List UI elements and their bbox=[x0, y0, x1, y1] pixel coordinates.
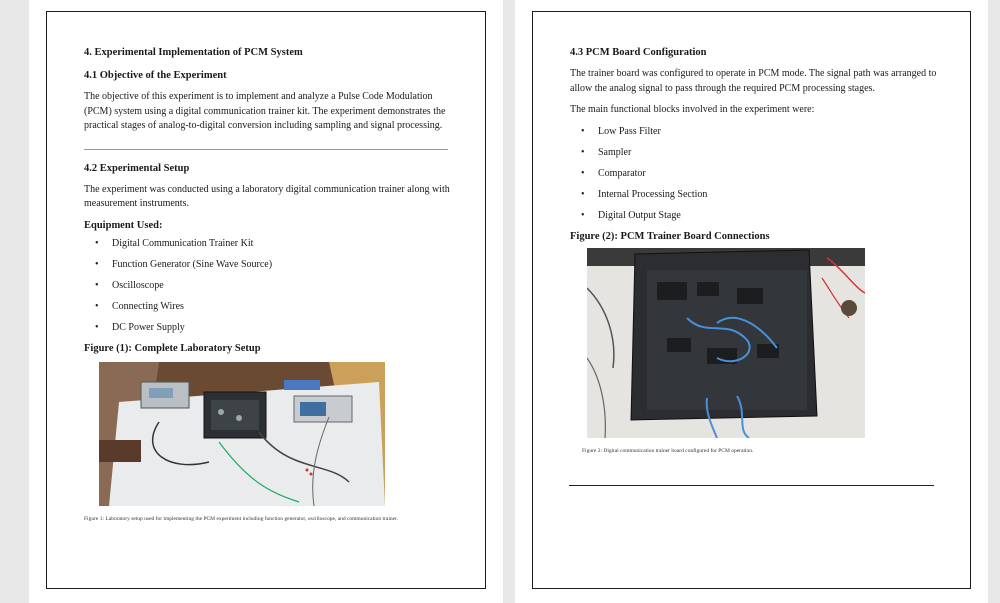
list-item: • Internal Processing Section bbox=[581, 188, 940, 202]
pcm-board-photo bbox=[587, 248, 865, 438]
equipment-list bbox=[95, 237, 454, 335]
list-item: • Comparator bbox=[581, 167, 940, 181]
section-divider bbox=[569, 485, 934, 486]
section-divider bbox=[84, 149, 448, 150]
section-4-title: 4. Experimental Implementation of PCM System bbox=[84, 47, 303, 58]
document-page-right bbox=[515, 0, 988, 603]
section-4-1-body: The objective of this experiment is to implement and analyze a Pulse Code Modulation (PCM) system using a digital communication trainer kit. The experiment demonstrates the practical stages of analog-to-digital conversion including sampling and signal processing. bbox=[84, 91, 446, 131]
equipment-label: Equipment Used: bbox=[84, 219, 163, 231]
list-item: • Connecting Wires bbox=[95, 300, 454, 314]
page-content bbox=[84, 46, 454, 523]
list-item: • Low Pass Filter bbox=[581, 125, 940, 139]
figure-2-caption: Figure 2: Digital communication trainer board configured for PCM operation. bbox=[582, 447, 754, 454]
document-page-left bbox=[29, 0, 503, 603]
list-item: • Sampler bbox=[581, 146, 940, 160]
blocks-intro: The main functional blocks involved in the experiment were: bbox=[570, 104, 815, 115]
section-4-2-body: The experiment was conducted using a laboratory digital communication trainer along with measurement instruments. bbox=[84, 183, 450, 209]
figure-1-caption: Figure 1: Laboratory setup used for implementing the PCM experiment including function generator, oscilloscope, and communication trainer. bbox=[84, 515, 398, 522]
lab-setup-photo bbox=[99, 362, 385, 506]
section-4-3-heading: 4.3 PCM Board Configuration bbox=[570, 47, 707, 58]
figure-2-heading: Figure (2): PCM Trainer Board Connections bbox=[570, 230, 770, 242]
section-4-2-heading: 4.2 Experimental Setup bbox=[84, 162, 190, 174]
section-4-3-body: The trainer board was configured to operate in PCM mode. The signal path was arranged to allow the analog signal to pass through the required PCM processing stages. bbox=[570, 68, 937, 94]
functional-blocks-list bbox=[581, 125, 940, 223]
figure-1-heading: Figure (1): Complete Laboratory Setup bbox=[84, 342, 261, 354]
section-4-1-heading: 4.1 Objective of the Experiment bbox=[84, 70, 227, 81]
list-item: • DC Power Supply bbox=[95, 321, 454, 335]
list-item: • Oscilloscope bbox=[95, 279, 454, 293]
list-item: • Digital Output Stage bbox=[581, 209, 940, 223]
page-content bbox=[570, 46, 940, 455]
list-item: • Function Generator (Sine Wave Source) bbox=[95, 258, 454, 272]
list-item: • Digital Communication Trainer Kit bbox=[95, 237, 454, 251]
